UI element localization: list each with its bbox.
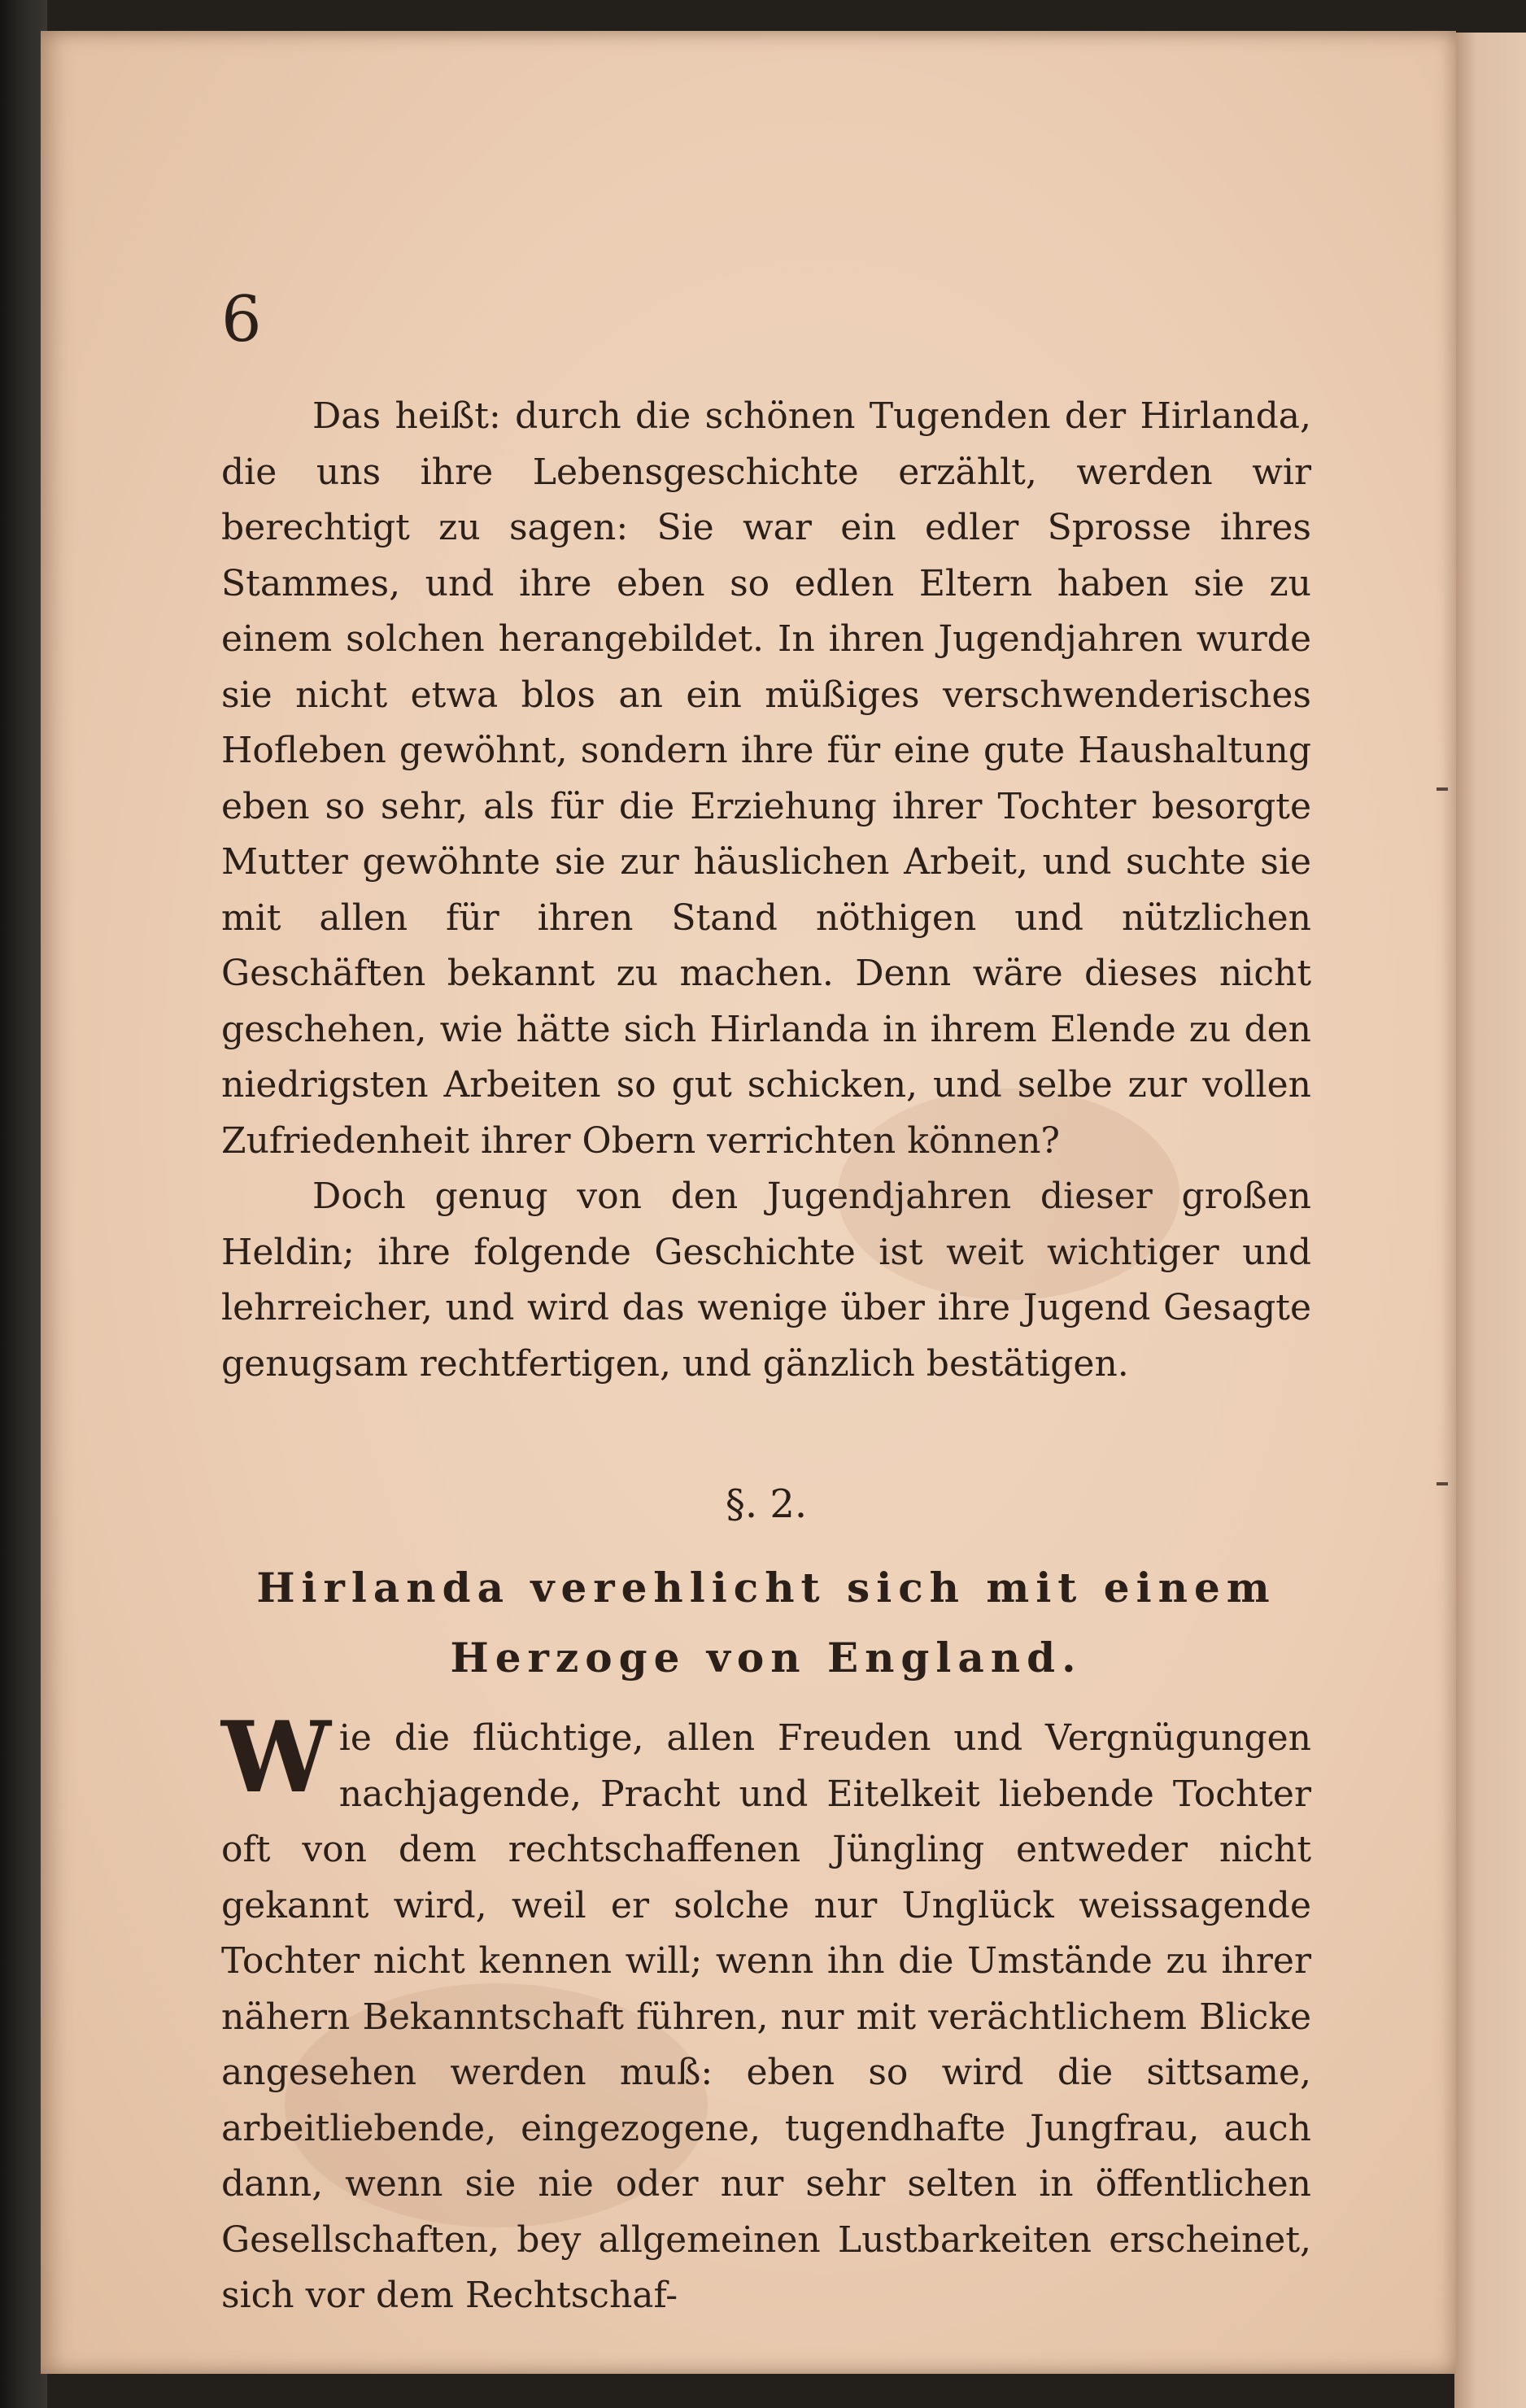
paragraph-text: ie die flüchtige, allen Freuden und Vergnügungen nachjagende, Pracht und Eitelkeit liebende Tochter oft von dem rechtschaffenen Jüngling entweder nicht gekannt wird, weil er solche nur Unglück weissagende Tochter nicht kennen will; wenn ihn die Umstände zu ihrer nähern Bekanntschaft führen, nur mit verächtlichem Blicke angesehen werden muß: eben so wird die sittsame, arbeitliebende, eingezogene, tugendhafte Jungfrau, auch dann, wenn sie nie oder nur sehr selten in öffentlichen Gesellschaften, bey allgemeinen Lustbarkeiten erscheinet, sich vor dem Rechtschaf- [221,1717,1311,2316]
paper-nick-mark [1437,787,1448,791]
paragraph [221,1700,1311,2324]
paragraph: Doch genug von den Jugendjahren dieser großen Heldin; ihre folgende Geschichte ist weit wichtiger und lehrreicher, und wird das wenige über ihre Jugend Gesagte genugsam rechtfertigen, und gänzlich bestätigen. [221,1176,1311,1385]
text-body [221,389,1311,2324]
paper-nick-mark [1437,1482,1448,1485]
adjacent-page-edge [1454,33,1526,2408]
section-number: §. 2. [725,1481,808,1527]
paragraph: Das heißt: durch die schönen Tugenden der Hirlanda, die uns ihre Lebensgeschichte erzählt, werden wir berechtigt zu sagen: Sie war ein edler Sprosse ihres Stammes, und ihre eben so edlen Eltern haben sie zu einem solchen herangebildet. In ihren Jugendjahren wurde sie nicht etwa blos an ein müßiges verschwenderisches Hofleben gewöhnt, sondern ihre für eine gute Haushaltung eben so sehr, als für die Erziehung ihrer Tochter besorgte Mutter gewöhnte sie zur häuslichen Arbeit, und suchte sie mit allen für ihren Stand nöthigen und nützlichen Geschäften bekannt zu machen. Denn wäre dieses nicht geschehen, wie hätte sich Hirlanda in ihrem Elende zu den niedrigsten Arbeiten so gut schicken, und selbe zur vollen Zufriedenheit ihrer Obern verrichten können? [221,395,1311,1162]
drop-cap: W [221,1700,331,1815]
page-number: 6 [221,283,262,356]
section-heading: Hirlanda verehlicht sich mit einem Herzoge von England. [256,1564,1276,1682]
book-page [41,31,1456,2374]
